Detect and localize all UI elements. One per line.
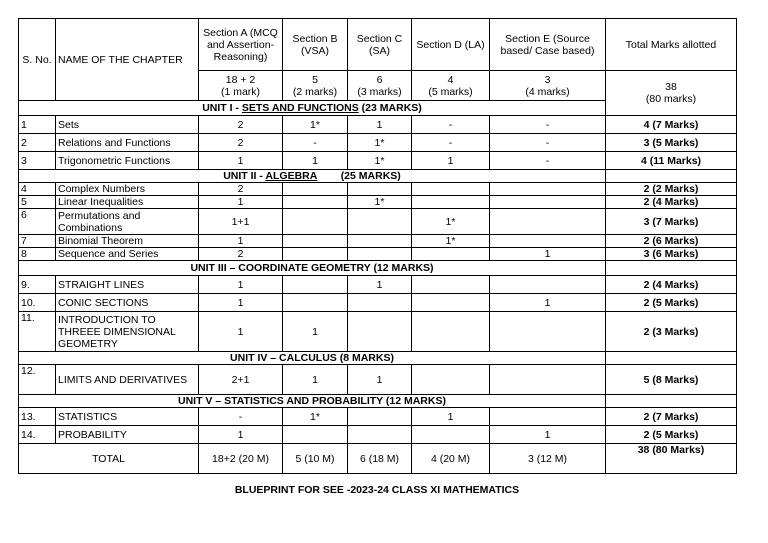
totals-label: TOTAL [19,444,199,474]
row-no: 3 [19,152,56,170]
row-chapter: STATISTICS [56,408,199,426]
row-total: 2 (3 Marks) [606,312,737,352]
table-row [19,294,737,312]
row-e: - [490,152,606,170]
unit-1-prefix: UNIT I - [202,102,242,114]
table-row [19,183,737,196]
row-chapter: Trigonometric Functions [56,152,199,170]
row-total: 2 (6 Marks) [606,235,737,248]
unit-2-heading [19,170,606,183]
header-row [19,19,737,71]
row-a: 1 [199,294,283,312]
row-d [412,183,490,196]
table-row [19,134,737,152]
header-section-a: Section A (MCQ and Assertion-Reasoning) [199,19,283,71]
row-b [283,248,348,261]
header-total: Total Marks allotted [606,19,737,71]
row-d: - [412,116,490,134]
header-e-marks [490,71,606,101]
row-b [283,196,348,209]
row-a: 2 [199,116,283,134]
unit-3-total-blank [606,261,737,276]
row-total: 2 (5 Marks) [606,426,737,444]
row-b [283,276,348,294]
row-no: 4 [19,183,56,196]
row-c: 1* [348,196,412,209]
blueprint-table [18,18,737,474]
blueprint-caption: BLUEPRINT FOR SEE -2023-24 CLASS XI MATHEMATICS [234,484,520,496]
row-total: 4 (11 Marks) [606,152,737,170]
total-count: 38 [665,81,677,93]
a-count: 18 + 2 [225,73,256,86]
unit-2-name: ALGEBRA [265,170,318,182]
row-total: 2 (4 Marks) [606,196,737,209]
table-row [19,116,737,134]
row-d: 1* [412,209,490,235]
row-e: 1 [490,294,606,312]
row-chapter: Relations and Functions [56,134,199,152]
row-chapter: Complex Numbers [56,183,199,196]
row-no: 8 [19,248,56,261]
row-total: 2 (2 Marks) [606,183,737,196]
table-row [19,408,737,426]
row-c [348,294,412,312]
row-e [490,235,606,248]
e-marks: (4 marks) [525,85,570,98]
unit-3-heading: UNIT III – COORDINATE GEOMETRY (12 MARKS) [19,261,606,276]
row-total: 4 (7 Marks) [606,116,737,134]
b-count: 5 [312,73,318,86]
header-d-marks [412,71,490,101]
row-a: 1 [199,196,283,209]
header-section-d: Section D (LA) [412,19,490,71]
unit-4-row [19,352,737,365]
header-section-b: Section B (VSA) [283,19,348,71]
row-no: 6 [19,209,56,235]
row-e: - [490,134,606,152]
header-section-c: Section C (SA) [348,19,412,71]
totals-c: 6 (18 M) [348,444,412,474]
row-chapter: Binomial Theorem [56,235,199,248]
row-e: 1 [490,426,606,444]
row-a: - [199,408,283,426]
header-sno: S. No. [19,19,56,101]
row-chapter: Sets [56,116,199,134]
unit-2-marks: (25 MARKS) [340,170,401,182]
totals-row [19,444,737,474]
row-a: 2 [199,183,283,196]
row-b [283,209,348,235]
header-b-marks [283,71,348,101]
row-no: 12. [19,365,56,395]
row-c: 1 [348,365,412,395]
row-d: - [412,134,490,152]
row-total: 3 (6 Marks) [606,248,737,261]
row-total: 2 (7 Marks) [606,408,737,426]
header-c-marks [348,71,412,101]
totals-a: 18+2 (20 M) [199,444,283,474]
row-e [490,196,606,209]
unit-5-heading: UNIT V – STATISTICS AND PROBABILITY (12 MARKS) [19,395,606,408]
row-b [283,183,348,196]
row-b: 1* [283,116,348,134]
row-chapter: Sequence and Series [56,248,199,261]
row-b [283,426,348,444]
totals-total: 38 (80 Marks) [606,444,737,474]
row-b [283,235,348,248]
row-a: 1 [199,312,283,352]
row-total: 2 (5 Marks) [606,294,737,312]
unit-4-heading: UNIT IV – CALCULUS (8 MARKS) [19,352,606,365]
row-a: 1+1 [199,209,283,235]
row-total: 3 (5 Marks) [606,134,737,152]
table-row [19,276,737,294]
row-chapter: STRAIGHT LINES [56,276,199,294]
row-no: 10. [19,294,56,312]
row-c: 1* [348,134,412,152]
row-chapter: Linear Inequalities [56,196,199,209]
header-total-marks [606,71,737,116]
row-d [412,312,490,352]
row-a: 1 [199,426,283,444]
totals-d: 4 (20 M) [412,444,490,474]
unit-5-row [19,395,737,408]
row-no: 5 [19,196,56,209]
row-no: 14. [19,426,56,444]
unit-2-row [19,170,737,183]
row-d [412,365,490,395]
header-section-e: Section E (Source based/ Case based) [490,19,606,71]
row-no: 13. [19,408,56,426]
unit-1-marks: (23 MARKS) [358,102,422,114]
header-a-marks [199,71,283,101]
unit-4-total-blank [606,352,737,365]
unit-1-heading [19,101,606,116]
d-marks: (5 marks) [428,85,473,98]
d-count: 4 [447,73,454,86]
row-a: 2+1 [199,365,283,395]
unit-2-total-blank [606,170,737,183]
table-row [19,248,737,261]
row-c [348,426,412,444]
row-a: 1 [199,276,283,294]
table-row [19,312,737,352]
row-total: 5 (8 Marks) [606,365,737,395]
row-e [490,183,606,196]
table-row [19,152,737,170]
row-b: - [283,134,348,152]
row-b: 1 [283,312,348,352]
row-no: 2 [19,134,56,152]
row-d [412,276,490,294]
row-e: - [490,116,606,134]
row-c [348,312,412,352]
row-e [490,408,606,426]
row-chapter: CONIC SECTIONS [56,294,199,312]
row-chapter: INTRODUCTION TO THREEE DIMENSIONAL GEOMETRY [56,312,199,352]
header-chapter: NAME OF THE CHAPTER [56,19,199,101]
row-no: 9. [19,276,56,294]
row-e: 1 [490,248,606,261]
row-d [412,426,490,444]
row-c [348,235,412,248]
table-row [19,235,737,248]
table-row [19,365,737,395]
row-a: 2 [199,248,283,261]
row-d [412,196,490,209]
row-c [348,209,412,235]
row-total: 2 (4 Marks) [606,276,737,294]
unit-3-row [19,261,737,276]
row-a: 1 [199,152,283,170]
row-a: 1 [199,235,283,248]
row-total: 3 (7 Marks) [606,209,737,235]
unit-5-total-blank [606,395,737,408]
totals-e: 3 (12 M) [490,444,606,474]
row-b: 1* [283,408,348,426]
c-marks: (3 marks) [357,85,402,98]
row-chapter: Permutations and Combinations [56,209,199,235]
row-d: 1 [412,408,490,426]
row-b: 1 [283,365,348,395]
row-chapter: PROBABILITY [56,426,199,444]
row-c: 1 [348,116,412,134]
unit-2-prefix: UNIT II - [223,170,266,182]
row-no: 11. [19,312,56,352]
row-c: 1 [348,276,412,294]
row-e [490,365,606,395]
row-c [348,408,412,426]
total-marks: (80 marks) [645,93,697,105]
b-marks: (2 marks) [292,85,338,98]
table-row [19,426,737,444]
row-d: 1 [412,152,490,170]
row-e [490,209,606,235]
row-b: 1 [283,152,348,170]
unit-1-name: SETS AND FUNCTIONS [241,102,359,114]
row-d: 1* [412,235,490,248]
row-c [348,248,412,261]
row-c: 1* [348,152,412,170]
row-chapter: LIMITS AND DERIVATIVES [56,365,199,395]
row-e [490,312,606,352]
row-b [283,294,348,312]
c-count: 6 [376,73,383,86]
row-d [412,294,490,312]
e-count: 3 [544,73,551,86]
totals-b: 5 (10 M) [283,444,348,474]
row-no: 7 [19,235,56,248]
table-row [19,196,737,209]
row-e [490,276,606,294]
row-c [348,183,412,196]
row-no: 1 [19,116,56,134]
a-marks: (1 mark) [220,85,261,98]
row-a: 2 [199,134,283,152]
table-row [19,209,737,235]
row-d [412,248,490,261]
